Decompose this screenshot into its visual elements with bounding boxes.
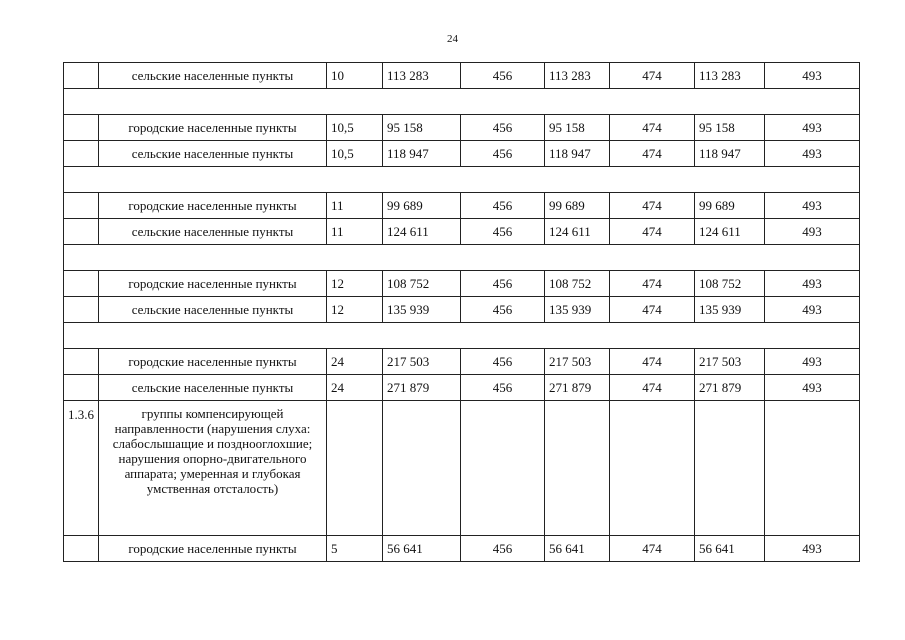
count-cell-1: 456 <box>461 375 545 401</box>
cost-cell-2: 217 503 <box>545 349 610 375</box>
group-size-cell: 10 <box>327 63 383 89</box>
count-cell-1: 456 <box>461 141 545 167</box>
empty-cell <box>765 401 860 536</box>
table-row <box>64 141 860 167</box>
page-number: 24 <box>447 33 458 45</box>
tariff-table <box>63 62 860 562</box>
cost-cell-1: 271 879 <box>383 375 461 401</box>
count-cell-1: 456 <box>461 297 545 323</box>
count-cell-1: 456 <box>461 536 545 562</box>
row-number-cell <box>64 115 99 141</box>
cost-cell-3: 124 611 <box>695 219 765 245</box>
group-size-cell: 5 <box>327 536 383 562</box>
table-body <box>64 63 860 562</box>
cost-cell-1: 99 689 <box>383 193 461 219</box>
empty-cell <box>695 401 765 536</box>
group-size-cell: 11 <box>327 219 383 245</box>
cost-cell-2: 271 879 <box>545 375 610 401</box>
settlement-type-cell: сельские населенные пункты <box>99 141 327 167</box>
cost-cell-2: 95 158 <box>545 115 610 141</box>
count-cell-3: 493 <box>765 349 860 375</box>
cost-cell-3: 118 947 <box>695 141 765 167</box>
cost-cell-1: 124 611 <box>383 219 461 245</box>
row-number-cell <box>64 375 99 401</box>
group-size-cell: 12 <box>327 297 383 323</box>
cost-cell-3: 271 879 <box>695 375 765 401</box>
group-size-cell: 12 <box>327 271 383 297</box>
spacer-cell <box>64 89 860 115</box>
cost-cell-1: 108 752 <box>383 271 461 297</box>
count-cell-2: 474 <box>610 63 695 89</box>
row-number-cell <box>64 271 99 297</box>
cost-cell-2: 124 611 <box>545 219 610 245</box>
cost-cell-3: 56 641 <box>695 536 765 562</box>
count-cell-2: 474 <box>610 349 695 375</box>
cost-cell-3: 108 752 <box>695 271 765 297</box>
section-header-row <box>64 401 860 536</box>
count-cell-2: 474 <box>610 219 695 245</box>
count-cell-3: 493 <box>765 141 860 167</box>
table-row <box>64 375 860 401</box>
count-cell-1: 456 <box>461 115 545 141</box>
settlement-type-cell: городские населенные пункты <box>99 193 327 219</box>
settlement-type-cell: городские населенные пункты <box>99 536 327 562</box>
count-cell-2: 474 <box>610 297 695 323</box>
cost-cell-3: 99 689 <box>695 193 765 219</box>
cost-cell-1: 113 283 <box>383 63 461 89</box>
count-cell-3: 493 <box>765 297 860 323</box>
row-number-cell <box>64 536 99 562</box>
settlement-type-cell: городские населенные пункты <box>99 349 327 375</box>
count-cell-3: 493 <box>765 193 860 219</box>
count-cell-2: 474 <box>610 271 695 297</box>
settlement-type-cell: сельские населенные пункты <box>99 219 327 245</box>
group-size-cell: 24 <box>327 375 383 401</box>
count-cell-2: 474 <box>610 375 695 401</box>
spacer-cell <box>64 167 860 193</box>
cost-cell-3: 135 939 <box>695 297 765 323</box>
empty-cell <box>383 401 461 536</box>
table-row <box>64 219 860 245</box>
group-size-cell: 24 <box>327 349 383 375</box>
table-row <box>64 115 860 141</box>
empty-cell <box>461 401 545 536</box>
settlement-type-cell: сельские населенные пункты <box>99 297 327 323</box>
row-number-cell: 1.3.6 <box>64 401 99 536</box>
count-cell-3: 493 <box>765 375 860 401</box>
count-cell-2: 474 <box>610 536 695 562</box>
cost-cell-1: 56 641 <box>383 536 461 562</box>
count-cell-1: 456 <box>461 349 545 375</box>
count-cell-1: 456 <box>461 219 545 245</box>
settlement-type-cell: сельские населенные пункты <box>99 375 327 401</box>
section-description-cell: группы компенсирующей направленности (нарушения слуха: слабослышащие и позднооглохшие; нарушения опорно-двигательного аппарата; умеренная и глубокая умственная отсталость) <box>99 401 327 536</box>
row-number-cell <box>64 193 99 219</box>
row-number-cell <box>64 219 99 245</box>
spacer-row <box>64 89 860 115</box>
count-cell-1: 456 <box>461 63 545 89</box>
cost-cell-1: 118 947 <box>383 141 461 167</box>
settlement-type-cell: городские населенные пункты <box>99 115 327 141</box>
row-number-cell <box>64 141 99 167</box>
count-cell-1: 456 <box>461 271 545 297</box>
spacer-cell <box>64 323 860 349</box>
count-cell-3: 493 <box>765 271 860 297</box>
cost-cell-2: 118 947 <box>545 141 610 167</box>
group-size-cell: 11 <box>327 193 383 219</box>
row-number-cell <box>64 63 99 89</box>
count-cell-3: 493 <box>765 219 860 245</box>
table-row <box>64 271 860 297</box>
spacer-cell <box>64 245 860 271</box>
settlement-type-cell: городские населенные пункты <box>99 271 327 297</box>
spacer-row <box>64 167 860 193</box>
table-row <box>64 193 860 219</box>
cost-cell-2: 113 283 <box>545 63 610 89</box>
table-row <box>64 297 860 323</box>
empty-cell <box>327 401 383 536</box>
row-number-cell <box>64 297 99 323</box>
spacer-row <box>64 323 860 349</box>
row-number-cell <box>64 349 99 375</box>
table-row <box>64 349 860 375</box>
cost-cell-2: 108 752 <box>545 271 610 297</box>
group-size-cell: 10,5 <box>327 115 383 141</box>
cost-cell-1: 95 158 <box>383 115 461 141</box>
count-cell-3: 493 <box>765 115 860 141</box>
count-cell-2: 474 <box>610 141 695 167</box>
count-cell-1: 456 <box>461 193 545 219</box>
cost-cell-1: 217 503 <box>383 349 461 375</box>
cost-cell-2: 99 689 <box>545 193 610 219</box>
empty-cell <box>545 401 610 536</box>
cost-cell-2: 56 641 <box>545 536 610 562</box>
table-row <box>64 536 860 562</box>
table-row <box>64 63 860 89</box>
cost-cell-3: 217 503 <box>695 349 765 375</box>
spacer-row <box>64 245 860 271</box>
count-cell-3: 493 <box>765 63 860 89</box>
cost-cell-3: 95 158 <box>695 115 765 141</box>
cost-cell-1: 135 939 <box>383 297 461 323</box>
cost-cell-3: 113 283 <box>695 63 765 89</box>
settlement-type-cell: сельские населенные пункты <box>99 63 327 89</box>
count-cell-2: 474 <box>610 115 695 141</box>
empty-cell <box>610 401 695 536</box>
count-cell-3: 493 <box>765 536 860 562</box>
group-size-cell: 10,5 <box>327 141 383 167</box>
cost-cell-2: 135 939 <box>545 297 610 323</box>
count-cell-2: 474 <box>610 193 695 219</box>
